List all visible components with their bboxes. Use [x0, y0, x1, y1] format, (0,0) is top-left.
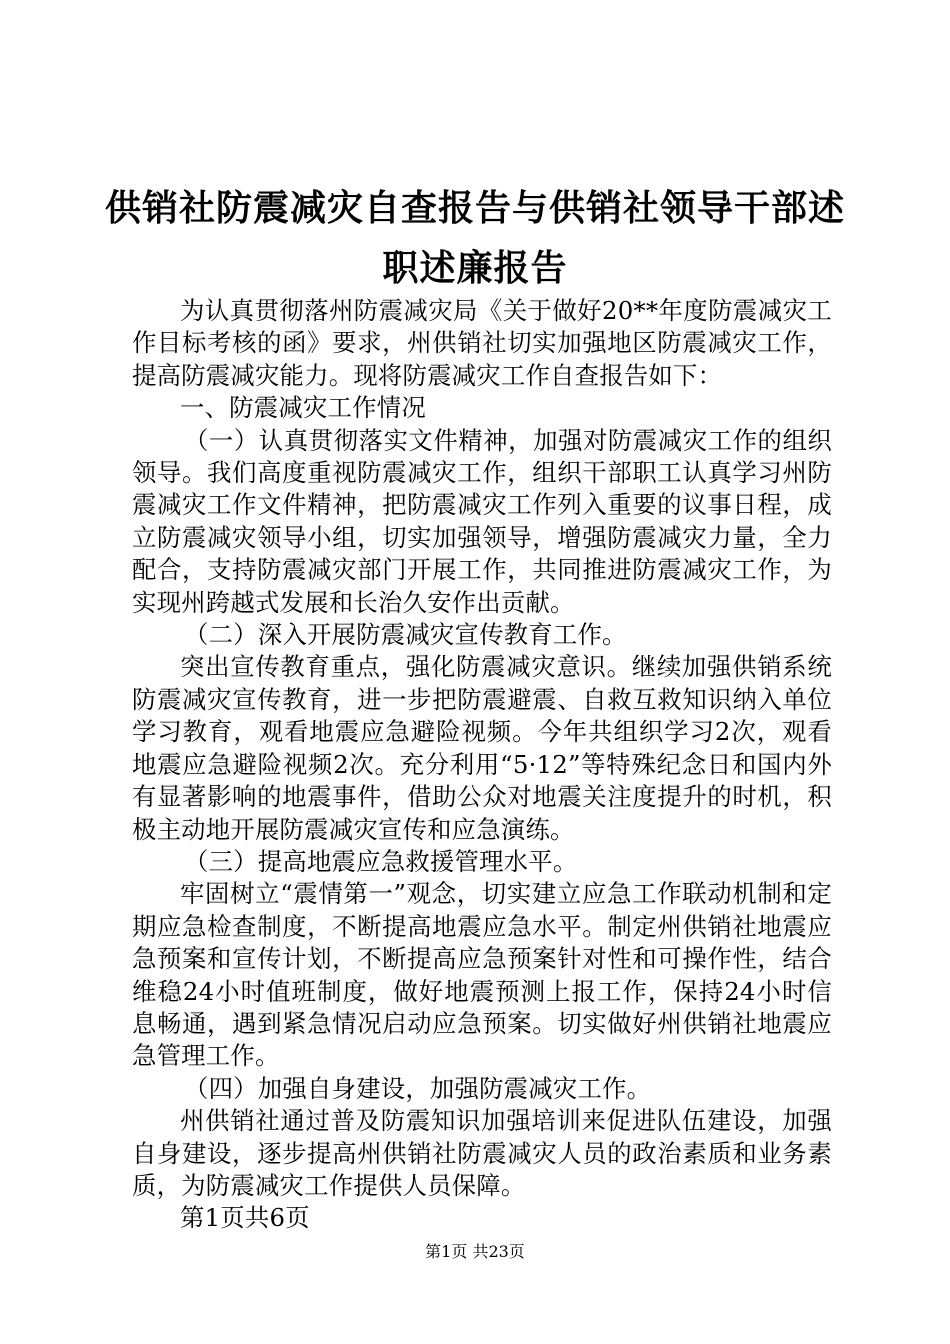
intro-paragraph: 为认真贯彻落州防震减灾局《关于做好20**年度防震减灾工作目标考核的函》要求，州供销社切实加强地区防震减灾工作，提高防震减灾能力。现将防震减灾工作自查报告如下： — [132, 296, 832, 390]
subsection-4-heading: （四）加强自身建设，加强防震减灾工作。 — [184, 1073, 652, 1103]
subsection-4-paragraph: 州供销社通过普及防震知识加强培训来促进队伍建设，加强自身建设，逐步提高州供销社防震减灾人员的政治素质和业务素质，为防震减灾工作提供人员保障。 — [132, 1106, 832, 1200]
document-body — [132, 295, 832, 1235]
subsection-3-heading: （三）提高地震应急救援管理水平。 — [184, 846, 578, 876]
inner-page-number: 第1页共6页 — [180, 1203, 310, 1233]
document-title-line-2: 职述廉报告 — [382, 247, 568, 289]
subsection-1-paragraph: （一）认真贯彻落实文件精神，加强对防震减灾工作的组织领导。我们高度重视防震减灾工作，组织干部职工认真学习州防震减灾工作文件精神，把防震减灾工作列入重要的议事日程，成立防震减灾领导小组，切实加强领导，增强防震减灾力量，全力配合，支持防震减灾部门开展工作，共同推进防震减灾工作，为实现州跨越式发展和长治久安作出贡献。 — [132, 425, 832, 617]
section-heading-1: 一、防震减灾工作情况 — [180, 393, 426, 423]
subsection-2-paragraph: 突出宣传教育重点，强化防震减灾意识。继续加强供销系统防震减灾宣传教育，进一步把防震避震、自救互救知识纳入单位学习教育，观看地震应急避险视频。今年共组织学习2次，观看地震应急避险视频2次。充分利用“5·12”等特殊纪念日和国内外有显著影响的地震事件，借助公众对地震关注度提升的时机，积极主动地开展防震减灾宣传和应急演练。 — [132, 652, 832, 844]
page-footer: 第1页 共23页 — [425, 1242, 525, 1261]
subsection-2-heading: （二）深入开展防震减灾宣传教育工作。 — [184, 620, 627, 650]
subsection-3-paragraph: 牢固树立“震情第一”观念，切实建立应急工作联动机制和定期应急检查制度，不断提高地震应急水平。制定州供销社地震应急预案和宣传计划，不断提高应急预案针对性和可操作性，结合维稳24小时值班制度，做好地震预测上报工作，保持24小时信息畅通，遇到紧急情况启动应急预案。切实做好州供销社地震应急管理工作。 — [132, 879, 832, 1071]
document-title-line-1: 供销社防震减灾自查报告与供销社领导干部述 — [104, 187, 845, 229]
